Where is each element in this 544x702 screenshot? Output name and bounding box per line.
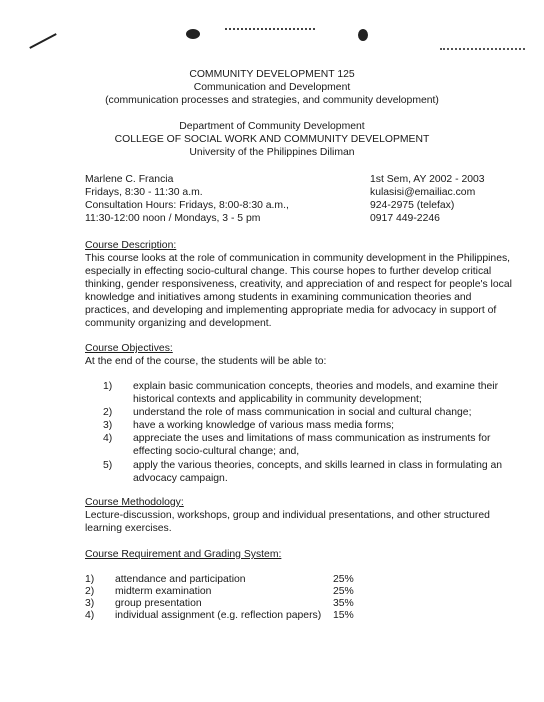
- grading-number: 3): [85, 598, 95, 609]
- objective-text: explain basic communication concepts, theories and models, and examine their: [133, 381, 499, 392]
- objective-number: 5): [103, 460, 113, 471]
- objective-text: appreciate the uses and limitations of mass communication as instruments for: [133, 433, 491, 444]
- description-line: thinking, gender responsiveness, creativity, and appreciation of and respect for people's local: [85, 279, 512, 290]
- grading-item: midterm examination: [115, 586, 212, 597]
- objective-text: advocacy campaign.: [133, 473, 228, 484]
- grading-number: 2): [85, 586, 95, 597]
- university-name: University of the Philippines Diliman: [189, 147, 355, 158]
- objective-text: historical contexts and applicability in community development;: [133, 394, 422, 405]
- semester: 1st Sem, AY 2002 - 2003: [370, 174, 485, 185]
- methodology-line: learning exercises.: [85, 523, 172, 534]
- grading-percent: 15%: [333, 610, 354, 621]
- description-line: community organizing and development.: [85, 318, 272, 329]
- description-line: knowledge and initiatives among students in examining communication theories and: [85, 292, 472, 303]
- objectives-heading: Course Objectives:: [85, 343, 173, 354]
- scan-mark-blob: [358, 29, 368, 41]
- objective-number: 1): [103, 381, 113, 392]
- email: kulasisi@emailiac.com: [370, 187, 476, 198]
- scan-mark-blob: [186, 29, 200, 39]
- mobile: 0917 449-2246: [370, 213, 440, 224]
- grading-percent: 25%: [333, 586, 354, 597]
- scan-mark-dots: [225, 28, 315, 33]
- methodology-line: Lecture-discussion, workshops, group and individual presentations, and other structured: [85, 510, 490, 521]
- grading-number: 1): [85, 574, 95, 585]
- objective-number: 2): [103, 407, 113, 418]
- grading-heading: Course Requirement and Grading System:: [85, 549, 282, 560]
- course-title: COMMUNITY DEVELOPMENT 125: [189, 69, 355, 80]
- objectives-intro: At the end of the course, the students will be able to:: [85, 356, 327, 367]
- grading-item: individual assignment (e.g. reflection papers): [115, 610, 322, 621]
- department-name: Department of Community Development: [179, 121, 365, 132]
- objective-text: understand the role of mass communication in social and cultural change;: [133, 407, 472, 418]
- telefax: 924-2975 (telefax): [370, 200, 455, 211]
- grading-percent: 35%: [333, 598, 354, 609]
- description-line: especially in effecting socio-cultural change. This course hopes to further develop critical: [85, 266, 492, 277]
- scan-mark-stroke: [29, 33, 56, 49]
- course-subtitle: Communication and Development: [193, 82, 351, 93]
- consultation-hours: Consultation Hours: Fridays, 8:00-8:30 a.m.,: [85, 200, 289, 211]
- objective-text: effecting socio-cultural change; and,: [133, 446, 300, 457]
- grading-percent: 25%: [333, 574, 354, 585]
- objective-text: apply the various theories, concepts, and skills learned in class in formulating an: [133, 460, 503, 471]
- college-name: COLLEGE OF SOCIAL WORK AND COMMUNITY DEVELOPMENT: [114, 134, 430, 145]
- scan-mark-dots: [440, 48, 525, 53]
- methodology-heading: Course Methodology:: [85, 497, 184, 508]
- grading-item: group presentation: [115, 598, 202, 609]
- description-line: This course looks at the role of communication in community development in the Philippines,: [85, 253, 511, 264]
- consultation-hours-cont: 11:30-12:00 noon / Mondays, 3 - 5 pm: [85, 213, 261, 224]
- grading-item: attendance and participation: [115, 574, 246, 585]
- objective-number: 3): [103, 420, 113, 431]
- objective-number: 4): [103, 433, 113, 444]
- course-subtitle-detail: (communication processes and strategies, and community development): [105, 95, 439, 106]
- grading-number: 4): [85, 610, 95, 621]
- description-heading: Course Description:: [85, 240, 177, 251]
- objective-text: have a working knowledge of various mass media forms;: [133, 420, 395, 431]
- instructor-name: Marlene C. Francia: [85, 174, 174, 185]
- description-line: practices, and developing and implementing appropriate media for advocacy in support of: [85, 305, 497, 316]
- class-schedule: Fridays, 8:30 - 11:30 a.m.: [85, 187, 203, 198]
